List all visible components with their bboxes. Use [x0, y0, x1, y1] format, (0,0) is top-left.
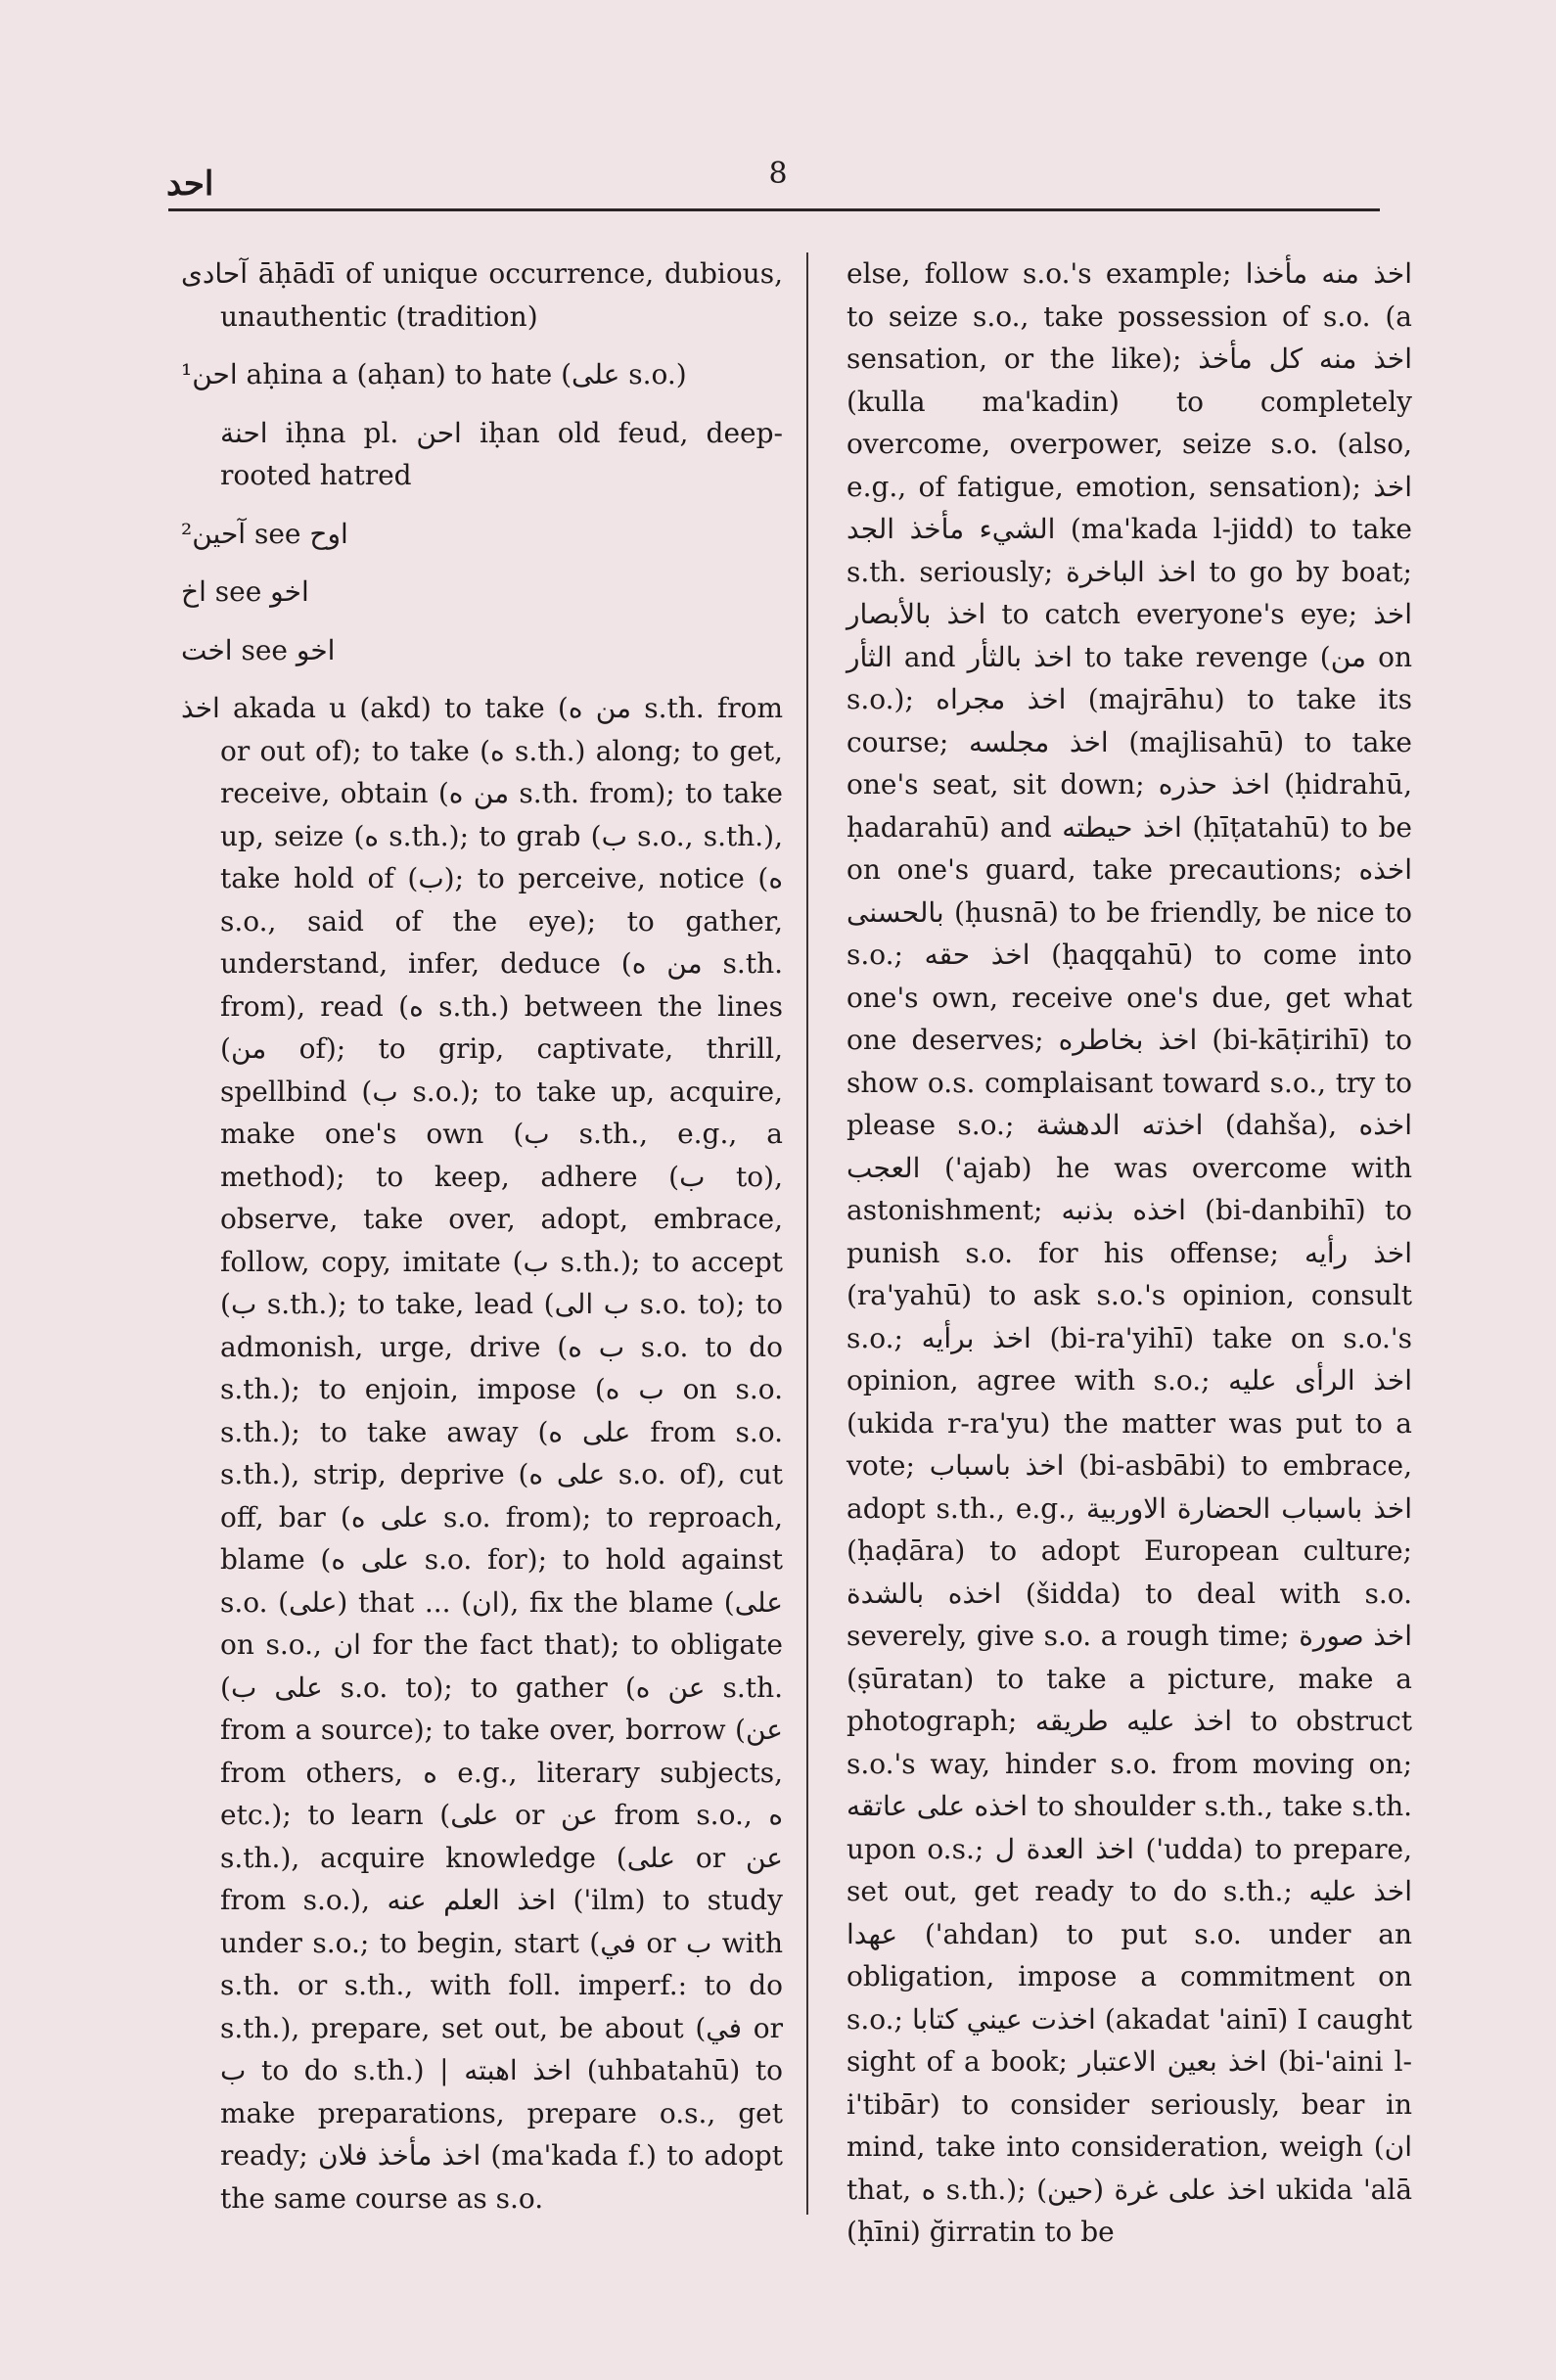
entry-continuation: else, follow s.o.'s example; اخذ منه مأخذا to seize s.o., take possession of s.o. (a sensation, or the like); اخذ منه كل مأخذ (kulla ma'kadin) to completely overcome, overpower, seize s.o. (also, e.g., of fatigue, emotion, sensation); اخذ الشيء مأخذ الجد (ma'kada l-jidd) to take s.th. seriously; اخذ الباخرة to go by boat; اخذ بالأبصار to catch everyone's eye; اخذ الثأر and اخذ بالثأر to take revenge (من on s.o.); اخذ مجراه (majrāhu) to take its course; اخذ مجلسه (majlisahū) to take one's seat, sit down; اخذ حذره (ḥidrahū, ḥadarahū) and اخذ حيطته (ḥīṭatahū) to be on one's guard, take precautions; اخذه بالحسنى (ḥusnā) to be friendly, be nice to s.o.; اخذ حقه (ḥaqqahū) to come into one's own, receive one's due, get what one deserves; اخذ بخاطره (bi-kāṭirihī) to show o.s. complaisant toward s.o., try to please s.o.; اخذته الدهشة (dahša), اخذه العجب ('ajab) he was overcome with astonishment; اخذه بذنبه (bi-danbihī) to punish s.o. for his offense; اخذ رأيه (ra'yahū) to ask s.o.'s opinion, consult s.o.; اخذ برأيه (bi-ra'yihī) take on s.o.'s opinion, agree with s.o.; اخذ الرأى عليه (ukida r-ra'yu) the matter was put to a vote; اخذ باسباب (bi-asbābi) to embrace, adopt s.th., e.g., اخذ باسباب الحضارة الاوربية (ḥaḍāra) to adopt European culture; اخذه بالشدة (šidda) to deal with s.o. severely, give s.o. a rough time; اخذ صورة (ṣūratan) to take a picture, make a photograph; اخذ عليه طريقه to obstruct s.o.'s way, hinder s.o. from moving on; اخذه على عاتقه to shoulder s.th., take s.th. upon o.s.; اخذ العدة ل ('udda) to prepare, set out, get ready to do s.th.; اخذ عليه عهدا ('ahdan) to put s.o. under an obligation, impose a commitment on s.o.; اخذت عيني كتابا (akadat 'ainī) I caught sight of a book; اخذ بعين الاعتبار (bi-'aini l-i'tibār) to consider seriously, bear in mind, take into consideration, weigh (ان that, ه s.th.); اخذ على غرة (حين) ukida 'alā (ḥīni) ğirratin to be: [847, 257, 1413, 2248]
left-column: [181, 252, 783, 2220]
dictionary-entry: اخذ akada u (akd) to take (من ه s.th. from or out of); to take (ه s.th.) along; to get, receive, obtain (من ه s.th. from); to take up, seize (ه s.th.); to grab (ب s.o., s.th.), take hold of (ب); to perceive, notice (ه s.o., said of the eye); to gather, understand, infer, deduce (من ه s.th. from), read (ه s.th.) between the lines (من of); to grip, captivate, thrill, spellbind (ب s.o.); to take up, acquire, make one's own (ب s.th., e.g., a method); to keep, adhere (ب to), observe, take over, adopt, embrace, follow, copy, imitate (ب s.th.); to accept (ب s.th.); to take, lead (ب الى s.o. to); to admonish, urge, drive (ب ه s.o. to do s.th.); to enjoin, impose (ب ه on s.o. s.th.); to take away (على ه from s.o. s.th.), strip, deprive (على ه s.o. of), cut off, bar (على ه s.o. from); to reproach, blame (على ه s.o. for); to hold against s.o. (على) that ... (ان), fix the blame (على on s.o., ان for the fact that); to obligate (على ب s.o. to); to gather (عن ه s.th. from a source); to take over, borrow (عن from others, ه e.g., literary subjects, etc.); to learn (على or عن from s.o., ه s.th.), acquire knowledge (على or عن from s.o.), اخذ العلم عنه ('ilm) to study under s.o.; to begin, start (في or ب with s.th. or s.th., with foll. imperf.: to do s.th.), prepare, set out, be about (في or ب to do s.th.) | اخذ اهبته (uhbatahū) to make preparations, prepare o.s., get ready; اخذ مأخذ فلان (ma'kada f.) to adopt the same course as s.o.: [181, 692, 784, 2215]
dictionary-subentry: احنة iḥna pl. احن iḥan old feud, deep-rooted hatred: [220, 416, 783, 491]
dictionary-entry: اخت see اخو: [181, 633, 336, 666]
header-guide-word: احد: [166, 164, 214, 204]
dictionary-entry: اخ see اخو: [181, 575, 309, 608]
dictionary-entry: ¹احن aḥina a (aḥan) to hate (على s.o.): [181, 358, 687, 390]
right-column: [847, 252, 1412, 2254]
header-rule: [168, 208, 1380, 211]
page-number: 8: [768, 157, 788, 191]
dictionary-entry: آحادى āḥādī of unique occurrence, dubious, unauthentic (tradition): [181, 257, 783, 333]
column-divider: [806, 252, 808, 2215]
dictionary-entry: ²آحين see اوح: [181, 517, 348, 550]
